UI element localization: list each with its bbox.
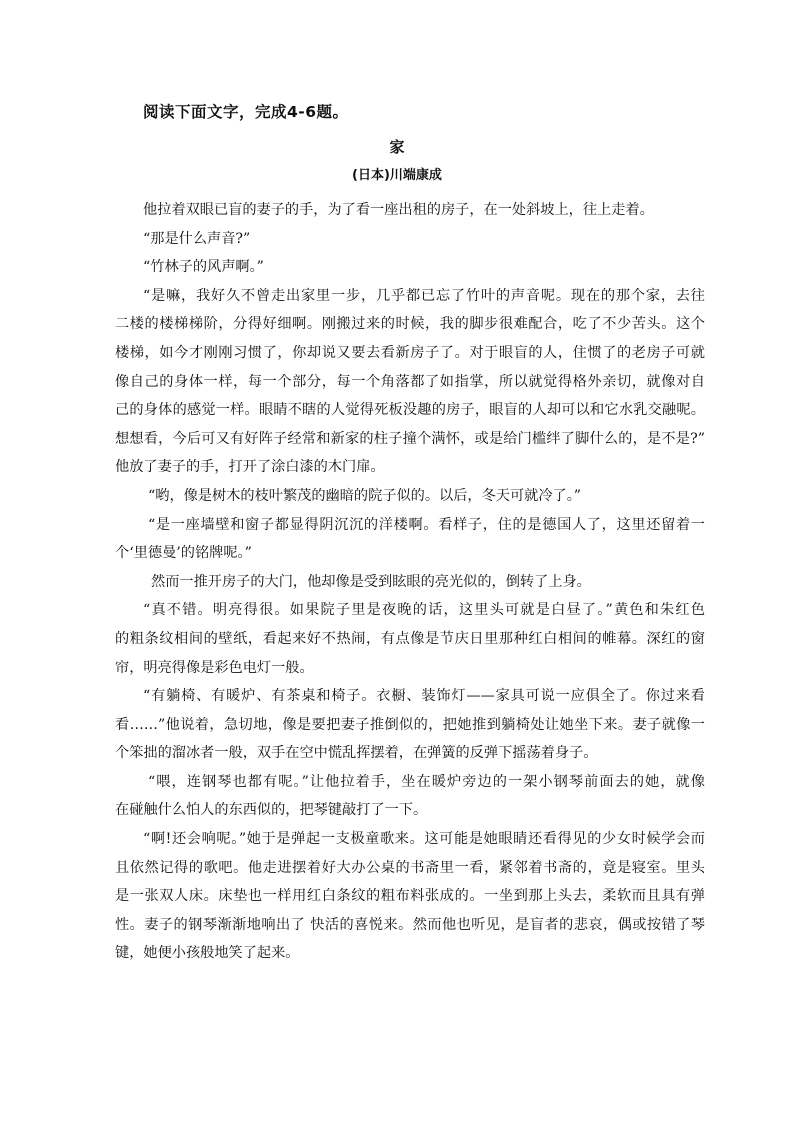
story-author: (日本)川端康成 bbox=[352, 168, 442, 183]
paragraph-line: 他放了妻子的手，打开了涂白漆的木门扉。 bbox=[115, 459, 385, 476]
paragraph-line: 像自己的身体一样，每一个部分，每一个角落都了如指掌，所以就觉得格外亲切，就像对自 bbox=[115, 373, 705, 390]
paragraph-line: “竹林子的风声啊。” bbox=[143, 259, 264, 276]
paragraph-line: “喂，连钢琴也都有呢。”让他拉着手，坐在暖炉旁边的一架小钢琴前面去的她，就像 bbox=[148, 773, 705, 790]
paragraph-line: 键，她便小孩般地笑了起来。 bbox=[115, 945, 300, 962]
paragraph-line: “啊!还会响呢。”她于是弹起一支极童歌来。这可能是她眼睛还看得见的少女时候学会而 bbox=[143, 831, 705, 848]
paragraph-line: “哟，像是树木的枝叶繁茂的幽暗的院子似的。以后，冬天可就冷了。” bbox=[148, 487, 582, 504]
paragraph-line: 在碰触什么怕人的东西似的，把琴键敲打了一下。 bbox=[115, 802, 428, 819]
paragraph-line: 性。妻子的钢琴渐渐地响出了 快活的喜悦来。然而他也听见，是盲者的悲哀，偶或按错了琴 bbox=[115, 916, 705, 933]
paragraph-line: 个笨拙的溜冰者一般，双手在空中慌乱挥摆着，在弹簧的反弹下摇荡着身子。 bbox=[115, 745, 598, 762]
paragraph-line: 楼梯，如今才刚刚习惯了，你却说又要去看新房子了。对于眼盲的人，住惯了的老房子可就 bbox=[115, 344, 705, 361]
paragraph-line: 己的身体的感觉一样。眼睛不瞎的人觉得死板没趣的房子，眼盲的人却可以和它水乳交融呢。 bbox=[115, 402, 705, 419]
paragraph-line: 看……”他说着，急切地，像是要把妻子推倒似的，把她推到躺椅处让她坐下来。妻子就像一 bbox=[115, 716, 705, 733]
paragraph-line: 帘，明亮得像是彩色电灯一般。 bbox=[115, 659, 314, 676]
paragraph-line: 且依然记得的歌吧。他走进摆着好大办公桌的书斋里一看，紧邻着书斋的，竟是寝室。里头 bbox=[115, 859, 705, 876]
paragraph-line: 是一张双人床。床垫也一样用红白条纹的粗布料张成的。一坐到那上头去，柔软而且具有弹 bbox=[115, 888, 705, 905]
paragraph-line: 然而一推开房子的大门，他却像是受到眩眼的亮光似的，倒转了上身。 bbox=[151, 573, 591, 590]
paragraph-line: 二楼的楼梯梯阶，分得好细啊。刚搬过来的时候，我的脚步很难配合，吃了不少苦头。这个 bbox=[115, 316, 705, 333]
paragraph-line: “真不错。明亮得很。如果院子里是夜晚的话，这里头可就是白昼了。”黄色和朱红色 bbox=[143, 602, 705, 619]
paragraph-line: “是一座墙壁和窗子都显得阴沉沉的洋楼啊。看样子，住的是德国人了，这里还留着一 bbox=[148, 516, 705, 533]
paragraph-line: “是嘛，我好久不曾走出家里一步，几乎都已忘了竹叶的声音呢。现在的那个家，去往 bbox=[143, 287, 705, 304]
question-instruction: 阅读下面文字，完成4-6题。 bbox=[143, 103, 349, 121]
paragraph-line: 个‘里德曼’的铭牌呢。” bbox=[115, 545, 252, 562]
story-title: 家 bbox=[389, 138, 405, 156]
story-body bbox=[115, 196, 705, 968]
paragraph-line: “有躺椅、有暖炉、有茶桌和椅子。衣橱、装饰灯——家具可说一应俱全了。你过来看 bbox=[143, 688, 705, 705]
paragraph-line: 他拉着双眼已盲的妻子的手，为了看一座出租的房子，在一处斜坡上，往上走着。 bbox=[143, 202, 654, 218]
paragraph-line: 的粗条纹相间的壁纸，看起来好不热闹，有点像是节庆日里那种红白相间的帷幕。深红的窗 bbox=[115, 630, 705, 647]
paragraph-line: “那是什么声音?” bbox=[143, 230, 251, 247]
paragraph-line: 想想看，今后可又有好阵子经常和新家的柱子撞个满怀，或是给门槛绊了脚什么的，是不是?” bbox=[115, 430, 705, 447]
